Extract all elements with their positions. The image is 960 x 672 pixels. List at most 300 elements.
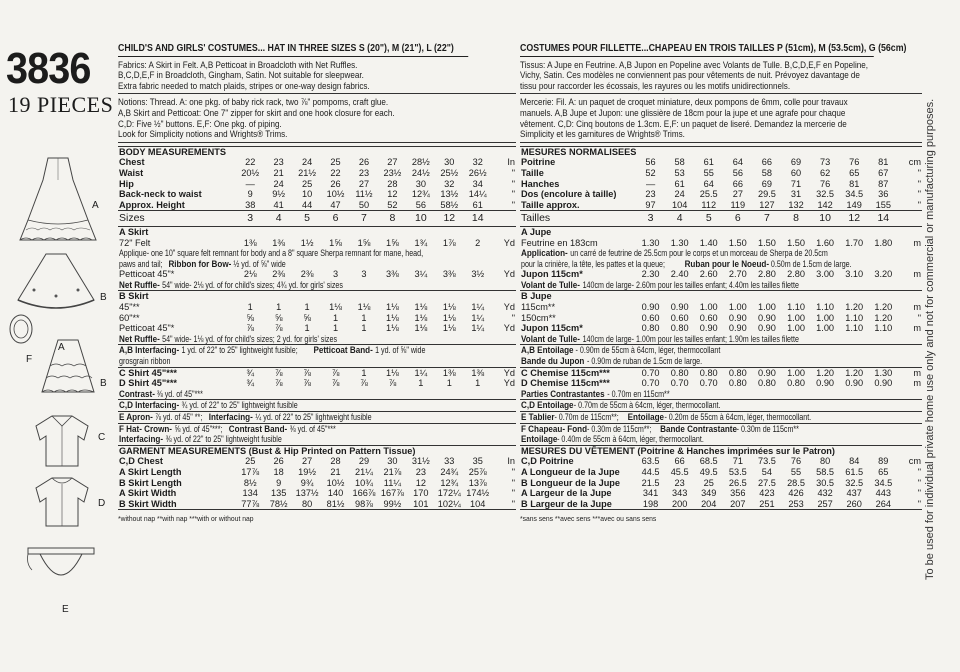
note-fragment: pour la crinière, la tête, les pattes et la queue; [521, 258, 665, 269]
yardage-note-text [119, 356, 177, 367]
view-heading: A Skirt [119, 226, 149, 237]
table-row [118, 488, 516, 499]
cell-value: 1⅛ [442, 302, 456, 313]
yardage-note-text [119, 345, 432, 356]
yardage-note [520, 400, 922, 412]
yardage-note [520, 259, 922, 270]
table-row [520, 168, 922, 179]
cell-value: 97 [645, 199, 656, 210]
sizes-row [118, 211, 516, 227]
note-fragment: - 0.20m de 55cm à 64cm, léger, thermocollant. [664, 412, 811, 422]
table-row [118, 189, 516, 200]
cell-value: 1.10 [787, 302, 805, 313]
size-value: 6 [321, 211, 349, 227]
cell-value: 1⅛ [378, 367, 406, 378]
cell-value: 1.10 [874, 323, 893, 334]
cell-value: 55 [790, 466, 802, 477]
cell-value: 1⅛ [414, 312, 428, 323]
size-value: 12 [840, 211, 869, 227]
cell-value: 45.5 [670, 466, 689, 477]
cell-value: 32.5 [816, 189, 835, 200]
cell-value: 1⅛ [414, 323, 428, 334]
cell-value: 61 [703, 157, 714, 168]
cell-value: ⅞ [264, 367, 292, 378]
cell-value: 253 [781, 499, 810, 510]
yardage-note-text [521, 424, 808, 435]
cell-value: 23½ [383, 167, 402, 178]
pattern-number: 3836 [6, 44, 91, 93]
cell-value: 53.5 [728, 466, 747, 477]
table-row [520, 189, 922, 200]
row-label: Approx. Height [119, 199, 185, 210]
cell-value: 1 [304, 323, 310, 334]
cell-value: ⅞ [274, 323, 283, 334]
cell-value: 27 [387, 157, 398, 168]
table-row [118, 238, 516, 249]
cell-value: 9 [276, 477, 282, 488]
cell-value: 1⅝ [329, 237, 342, 248]
notion-line: C,D: Five ½" buttons. E,F: One pkg. of piping. [118, 118, 282, 129]
unit-label: Yd [503, 378, 515, 389]
cell-value: ⅞ [331, 378, 340, 389]
yardage-note-text [521, 280, 828, 291]
table-row [118, 313, 516, 324]
cell-value: 71 [790, 178, 802, 189]
note-fragment: grosgrain ribbon [119, 356, 171, 367]
petticoat-illustration [40, 336, 96, 398]
cell-value: 172¼ [437, 488, 461, 499]
note-fragment: ¼ yd. of 22" to 25" lightweight fusible [255, 412, 372, 422]
row-label: Feutrine en 183cm [521, 237, 598, 248]
cell-value: 1.00 [787, 312, 805, 323]
cell-value: 66 [732, 178, 743, 189]
fabrics-block [118, 60, 516, 95]
note-fragment: - 0.70m de 115cm**; [554, 412, 619, 422]
row-label: A Largeur de la Jupe [521, 488, 612, 499]
cell-value: 3⅜ [442, 269, 456, 280]
cell-value: 65 [878, 466, 889, 477]
note-fragment: Interfacing- [119, 434, 166, 445]
cell-value: 1⅛ [442, 323, 456, 334]
cell-value: ⅝ [246, 312, 255, 323]
yardage-note-text [521, 259, 863, 270]
notion-line: Mercerie: Fil. A: un paquet de croquet miniature, deux pompons de 6mm, colle pour travaux [520, 97, 848, 108]
cell-value: 1⅛ [329, 302, 342, 313]
cell-value: 1 [446, 378, 452, 389]
cell-value: 3.10 [845, 269, 864, 280]
unit-label: " [511, 199, 515, 210]
cell-value: 58½ [440, 199, 459, 210]
cell-value: 23 [674, 477, 685, 488]
table-row [118, 179, 516, 190]
cell-value: 81 [849, 178, 860, 189]
unit-label: m [913, 269, 921, 280]
unit-label: " [917, 178, 921, 189]
table-row [118, 269, 516, 280]
table-row [520, 238, 922, 249]
cell-value: 29.5 [757, 189, 776, 200]
unit-label: " [917, 312, 921, 323]
notions-block [118, 97, 516, 142]
cell-value: 1.60 [816, 237, 835, 248]
row-label: B Longueur de la Jupe [521, 477, 621, 488]
illustration-label: C [98, 432, 106, 443]
row-label: D Chemise 115cm*** [521, 378, 610, 389]
cell-value: 0.70 [636, 367, 665, 378]
french-instructions [520, 44, 922, 525]
yardage-note [520, 248, 922, 259]
table-heading: MESURES NORMALISEES [520, 146, 922, 157]
cell-value: 21½ [298, 167, 317, 178]
cell-value: 432 [817, 488, 833, 499]
table-row [520, 499, 922, 510]
cell-value: ⅞ [360, 378, 368, 389]
cell-value: 349 [701, 488, 717, 499]
fabrics-block [520, 60, 922, 95]
cell-value: 53 [674, 167, 685, 178]
cell-value: 0.70 [641, 378, 660, 389]
cell-value: 137½ [295, 488, 319, 499]
cell-value: 54 [761, 466, 773, 477]
cell-value: 112 [701, 199, 717, 210]
unit-label: " [917, 466, 921, 477]
cell-value: 10 [301, 189, 313, 200]
cell-value: 1.20 [845, 302, 864, 313]
cell-value: 1 [304, 302, 310, 313]
yardage-note [520, 423, 922, 434]
unit-label: " [492, 499, 516, 510]
cell-value: 23 [358, 167, 370, 178]
cell-value: 142 [817, 199, 833, 210]
table-row [520, 200, 922, 211]
cell-value: 1⅝ [386, 237, 399, 248]
note-fragment: Entoilage [521, 434, 558, 445]
cell-value: 1⅜ [464, 367, 492, 378]
cell-value: 0.90 [752, 367, 781, 378]
cell-value: 41 [273, 199, 284, 210]
cell-value: 58 [761, 167, 773, 178]
view-heading: B Jupe [521, 291, 552, 302]
cell-value: 1.20 [874, 312, 893, 323]
measurement-table [520, 146, 922, 511]
measurement-table [118, 146, 516, 511]
yardage-note-text [521, 434, 724, 445]
cell-value: 36 [878, 189, 889, 200]
yardage-note-text [521, 334, 828, 345]
unit-label: In [507, 456, 515, 467]
cell-value: 1.00 [699, 302, 718, 313]
unit-label: " [917, 189, 921, 200]
table-row [118, 467, 516, 478]
cell-value: 1.30 [670, 237, 689, 248]
cell-value: 64 [732, 157, 743, 168]
cell-value: 9¾ [300, 477, 314, 488]
cell-value: 21¼ [355, 466, 373, 477]
cell-value: 3 [361, 269, 367, 280]
table-row [118, 378, 516, 389]
cell-value: 61 [674, 178, 685, 189]
notions-block [520, 97, 922, 142]
cell-value: 0.60 [699, 312, 718, 323]
note-fragment: C,D Entoilage [521, 400, 574, 411]
note-fragment: Petticoat Band- [313, 345, 376, 356]
cell-value: 1⅝ [357, 237, 371, 248]
row-label: 115cm** [521, 302, 556, 313]
cell-value: 23 [415, 466, 426, 477]
cell-value: 24½ [411, 167, 430, 178]
note-fragment: F Chapeau- Fond [521, 423, 588, 434]
notion-line: manuels. A,B Jupe et Jupon: une glissière de 18cm pour la jupe et une agrafe pour chaque [520, 107, 846, 118]
skirt-b-illustration [14, 250, 98, 320]
fabric-line: Tissus: A Jupe en Feutrine. A,B Jupon en Popeline avec Volants de Tulle. B,C,D,E,F en Popeline, [520, 59, 869, 70]
cell-value: 32.5 [845, 477, 864, 488]
cell-value: 80 [819, 456, 831, 467]
cell-value: 44 [301, 199, 313, 210]
cell-value: 25 [330, 157, 341, 168]
cell-value: 1⅛ [414, 302, 428, 313]
yardage-note [118, 434, 516, 445]
unit-label: m [913, 302, 921, 313]
row-label: Taille [521, 167, 544, 178]
cell-value: 99½ [378, 499, 406, 510]
piece-count: 19 PIECES [8, 92, 114, 117]
note-fragment: ⅜ yd. of 45"*** [289, 423, 336, 434]
row-label: Petticoat 45"* [119, 269, 175, 280]
cell-value: 34 [472, 178, 483, 189]
cell-value: 2.30 [641, 269, 660, 280]
cell-value: 3.20 [874, 269, 893, 280]
row-label: 60"** [119, 312, 140, 323]
table-row [520, 467, 922, 478]
cell-value: 61 [472, 199, 483, 210]
cell-value: 1⅛ [386, 323, 399, 334]
cell-value: 11¼ [383, 477, 401, 488]
cell-value: 21⅞ [383, 466, 402, 477]
cell-value: 2.80 [787, 269, 805, 280]
table-row [118, 323, 516, 334]
table-heading: BODY MEASUREMENTS [118, 146, 516, 157]
note-fragment: ⅞ yd. of 45" **; [155, 412, 203, 422]
cell-value: 198 [636, 499, 665, 510]
cell-value: 1.70 [845, 237, 864, 248]
cell-value: 12 [387, 189, 398, 200]
cell-value: 28.5 [787, 477, 805, 488]
cell-value: 1⅜ [435, 367, 463, 378]
table-row [118, 456, 516, 467]
cell-value: 0.90 [845, 378, 864, 389]
cell-value: 0.80 [728, 378, 747, 389]
size-value: 12 [435, 211, 463, 227]
cell-value: 1.20 [874, 302, 893, 313]
table-heading: GARMENT MEASUREMENTS (Bust & Hip Printed on Pattern Tissue) [118, 445, 516, 456]
unit-label: " [917, 477, 921, 488]
cell-value: 77⅞ [236, 499, 264, 510]
cell-value: 69 [790, 157, 802, 168]
unit-label: Yd [503, 269, 515, 280]
cell-value: 58.5 [816, 466, 835, 477]
cell-value: 20½ [241, 167, 260, 178]
cell-value: 13½ [440, 189, 459, 200]
cell-value: 12 [415, 477, 426, 488]
note-fragment: 54" wide- 2⅛ yd. of for child's sizes; 4¾ yd. for girls' sizes [162, 279, 343, 290]
note-fragment: - 0.30m de 115cm** [736, 423, 800, 434]
note-fragment: Volant de Tulle- [521, 279, 583, 290]
note-fragment: ⅜ yd. of 22" to 25" lightweight fusible [165, 434, 282, 445]
yardage-note-text [119, 412, 387, 423]
cell-value: 24 [301, 157, 313, 168]
size-value: 7 [350, 211, 378, 227]
cell-value: 1.30 [641, 237, 660, 248]
cell-value: 61.5 [845, 466, 864, 477]
table-row [520, 323, 922, 334]
row-label: 150cm** [521, 312, 556, 323]
cell-value: 155 [875, 199, 891, 210]
table-heading-row [118, 445, 516, 456]
size-value: 8 [378, 211, 406, 227]
size-value: 10 [407, 211, 435, 227]
cell-value: ⅞ [246, 323, 255, 334]
cell-value: ⅞ [303, 378, 311, 389]
cell-value: 87 [878, 178, 889, 189]
cell-value: 80 [293, 499, 321, 510]
table-row [118, 367, 516, 378]
cell-value: 19½ [298, 466, 317, 477]
note-fragment: C,D Interfacing- [119, 400, 182, 411]
cell-value: 0.90 [816, 378, 835, 389]
cell-value: 24 [273, 178, 284, 189]
cell-value: 1 [361, 312, 367, 323]
unit-label: cm [908, 456, 921, 467]
unit-label: " [511, 178, 515, 189]
row-label: Taille approx. [521, 199, 580, 210]
cell-value: 443 [875, 488, 891, 499]
cell-value: 1¼ [471, 323, 485, 334]
cell-value: 34.5 [874, 477, 893, 488]
shirt-c-illustration [32, 412, 92, 470]
cell-value: 3¼ [414, 269, 428, 280]
footnote: *without nap **with nap ***with or without nap [118, 514, 254, 524]
cell-value: 1⅞ [442, 237, 456, 248]
table-heading-row [520, 146, 922, 157]
row-label: Poitrine [521, 157, 556, 168]
cell-value: 343 [671, 488, 688, 499]
unit-label: m [913, 378, 921, 389]
size-value: 4 [665, 211, 694, 227]
note-fragment: - 0.90m de 55cm à 64cm, léger, thermocollant [575, 345, 721, 356]
view-heading: A Jupe [521, 226, 552, 237]
cell-value: 24¾ [440, 466, 459, 477]
cell-value: 56 [732, 167, 743, 178]
table-row [520, 179, 922, 190]
cell-value: 25½ [440, 167, 459, 178]
cell-value: 33 [444, 456, 455, 467]
cell-value: 52 [387, 199, 398, 210]
cell-value: 30.5 [816, 477, 835, 488]
unit-label: " [511, 488, 515, 499]
cell-value: 0.80 [641, 323, 660, 334]
cell-value: 0.70 [699, 378, 718, 389]
cell-value: 30 [387, 456, 398, 467]
cell-value: 1¼ [471, 312, 485, 323]
cell-value: 76 [790, 456, 802, 467]
cell-value: 1.50 [757, 237, 776, 248]
cell-value: 426 [788, 488, 804, 499]
yardage-note [520, 389, 922, 400]
row-label: Chest [119, 157, 145, 168]
cell-value: 0.90 [699, 323, 718, 334]
yardage-note-text [119, 434, 297, 445]
cell-value: 32 [444, 178, 455, 189]
cell-value: 0.90 [757, 323, 776, 334]
cell-value: 22 [330, 167, 341, 178]
unit-label: " [511, 312, 515, 323]
table-heading-row [520, 445, 922, 456]
yardage-note [118, 400, 516, 412]
table-row [520, 157, 922, 168]
cell-value: 76 [849, 157, 860, 168]
cell-value: 49.5 [699, 466, 718, 477]
cell-value: 1⅛ [357, 302, 371, 313]
cell-value: 2.60 [699, 269, 718, 280]
note-fragment: Net Ruffle- [119, 333, 163, 344]
cell-value: 166⅞ [352, 488, 376, 499]
cell-value: ⅞ [274, 378, 283, 389]
cell-value: 11½ [355, 189, 373, 200]
cell-value: 67 [878, 167, 889, 178]
table-row [520, 378, 922, 389]
cell-value: 104 [464, 499, 492, 510]
cell-value: 423 [759, 488, 775, 499]
note-fragment: Interfacing- [208, 412, 256, 422]
cell-value: 25⅞ [468, 466, 487, 477]
unit-label: " [511, 477, 515, 488]
cell-value: 170 [413, 488, 429, 499]
cell-value: 17⅞ [241, 466, 260, 477]
cell-value: 73.5 [757, 456, 776, 467]
cell-value: 25 [301, 178, 313, 189]
cell-value: 21 [273, 167, 284, 178]
note-fragment: - 0.90m de ruban de 1.5cm de large. [586, 356, 702, 367]
unit-label: " [511, 167, 515, 178]
cell-value: 0.90 [670, 302, 689, 313]
cell-value: 98⅞ [350, 499, 378, 510]
cell-value: 1.50 [787, 237, 805, 248]
yardage-note [118, 280, 516, 291]
cell-value: 101 [407, 499, 435, 510]
note-fragment: A,B Entoilage [521, 345, 576, 356]
cell-value: 56 [415, 199, 426, 210]
unit-label: " [917, 199, 921, 210]
note-fragment: F Hat- Crown- [119, 423, 175, 434]
yardage-view-heading [118, 226, 516, 237]
cell-value: 1⅜ [243, 237, 257, 248]
table-row [520, 488, 922, 499]
cell-value: 0.60 [670, 312, 689, 323]
cell-value: 25 [703, 477, 714, 488]
size-value: 8 [781, 211, 810, 227]
illustration-label: F [26, 354, 33, 365]
row-label: Back-neck to waist [119, 189, 202, 200]
cell-value: 1.00 [728, 302, 747, 313]
notion-line: vêtement. C,D: Cinq boutons de 1.3cm. E,F: un paquet de liseré. Demandez la mercerie de [520, 118, 847, 129]
cell-value: 25.5 [699, 189, 718, 200]
table-heading-row [118, 146, 516, 157]
cell-value: 119 [730, 199, 746, 210]
cell-value: 35 [472, 456, 483, 467]
fabric-line: tissu pour raccorder les écossais, les rayures ou les motifs unidirectionnels. [520, 80, 791, 91]
cell-value: 27.5 [757, 477, 776, 488]
cell-value: 0.80 [757, 378, 776, 389]
